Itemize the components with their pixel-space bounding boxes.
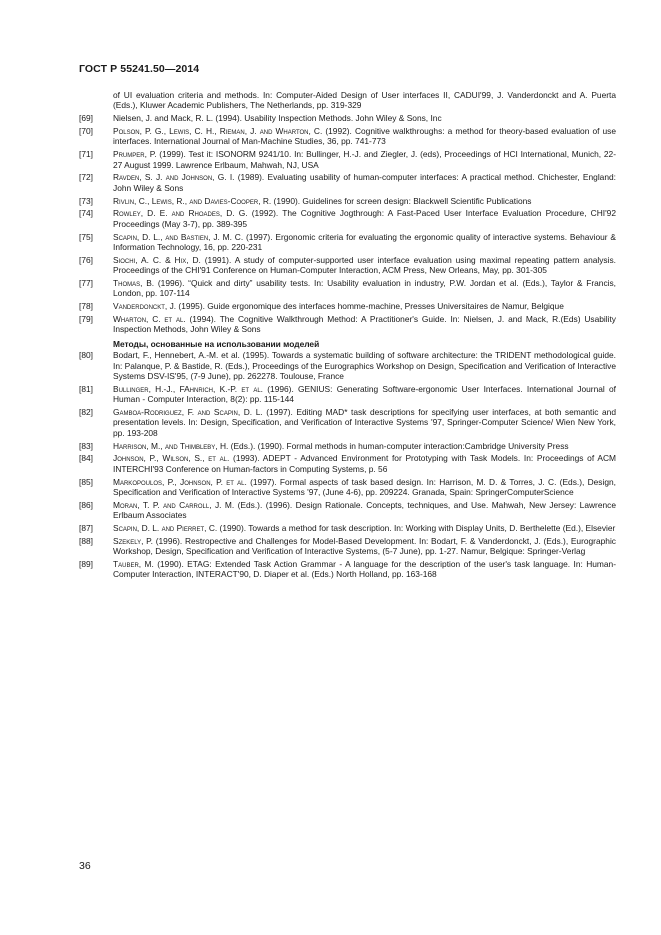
reference-authors: Tauber, M. (113, 559, 154, 570)
reference-body: (1990). Towards a method for task description. In: Working with Display Units, D. Berthelette (Ed.), Elsevier (217, 523, 616, 534)
reference-body: (1997). Ergonomic criteria for evaluating the ergonomic quality of interactive systems. Behaviour & Information Technology, 16, pp. 220-231 (113, 231, 616, 253)
reference-body: (1997). Editing MAD* task descriptions for specifying user interfaces, at both semantic and presentation levels. In: Design, Specification, and Verification of Interactive Systems '97, Springer-Computer Science/ Wien New York, pp. 193-208 (113, 407, 616, 438)
reference-authors: Scapin, D. L., and Bastien, J. M. C. (113, 231, 244, 242)
reference-text (113, 523, 616, 533)
reference-item (79, 500, 616, 521)
reference-item (79, 384, 616, 405)
reference-number: [74] (79, 208, 93, 219)
reference-text (113, 172, 616, 193)
reference-authors: Polson, P. G., Lewis, C. H., Rieman, J. and Wharton, C. (113, 126, 323, 136)
reference-number: [89] (79, 559, 93, 570)
reference-text (113, 255, 616, 276)
reference-body: Nielsen, J. and Mack, R. L. (1994). Usability Inspection Methods. John Wiley & Sons, Inc (113, 113, 442, 124)
reference-item (79, 407, 616, 438)
reference-number: [70] (79, 126, 93, 136)
reference-number: [83] (79, 440, 93, 451)
reference-number: [88] (79, 535, 93, 546)
reference-item (79, 523, 616, 533)
reference-number: [80] (79, 350, 93, 361)
reference-body: (1997). Formal aspects of task based design. In: Harrison, M. D. & Torres, J. C. (Eds.), Design, Specification and Verification of Interactive Systems '97, (June 4-6), pp. 209224. Granada, Spain: SpringerComputerScience (113, 476, 616, 498)
reference-number: [72] (79, 172, 93, 183)
reference-list (79, 90, 616, 582)
reference-authors: Gamboa-Rodriguez, F. and Scapin, D. L. (113, 407, 263, 418)
reference-authors: Scapin, D. L. and Pierret, C. (113, 523, 218, 534)
reference-item (79, 149, 616, 170)
reference-body: (1994). The Cognitive Walkthrough Method: A Practitioner's Guide. In: Nielsen, J. and Mack, R.(Eds) Usability Inspection Methods, John Wiley & Sons (113, 314, 616, 335)
reference-item (79, 172, 616, 193)
reference-number: [81] (79, 383, 93, 394)
reference-body: (1996). GENIUS: Generating Software-ergonomic User Interfaces. International Journal of Human - Computer Interaction, 8(2): pp. 115-144 (113, 383, 616, 405)
reference-text (113, 232, 616, 253)
reference-item (79, 113, 616, 123)
reference-item (79, 559, 616, 580)
reference-text (113, 384, 616, 405)
reference-authors: Markopoulos, P., Johnson, P. et al. (113, 476, 247, 487)
section-heading: Методы, основанные на использовании моделей (113, 338, 320, 349)
reference-body: (Eds.). (1996). Design Rationale. Concepts, techniques, and Use. Mahwah, New Jersey: Lawrence Erlbaum Associates (113, 499, 616, 521)
reference-item (79, 126, 616, 147)
reference-body: (1990). Guidelines for screen design: Blackwell Scientific Publications (271, 195, 532, 206)
reference-authors: Prumper, P. (113, 149, 157, 160)
reference-body: (1993). ADEPT - Advanced Environment for Prototyping with Task Models. In: Proceedings of ACM INTERCHI'93 Conference on Human-factors in Computing Systems, p. 56 (113, 453, 617, 474)
reference-text (113, 196, 616, 206)
reference-authors: Vanderdonckt, J. (113, 301, 177, 312)
reference-text (113, 441, 616, 451)
reference-item (79, 196, 616, 206)
reference-body: (1995). Guide ergonomique des interfaces homme-machine, Presses Universitaires de Namur, Belgique (176, 301, 564, 312)
reference-body: (1989). Evaluating usability of human-computer interfaces: A practical method. Chichester, England: John Wiley & Sons (113, 172, 616, 193)
reference-authors: Siochi, A. C. & Hix, D. (113, 254, 201, 265)
reference-authors: Wharton, C. et al. (113, 314, 186, 325)
reference-authors: Szekely, P. (113, 535, 154, 546)
reference-number: [82] (79, 407, 93, 418)
reference-number: [76] (79, 254, 93, 265)
reference-item (79, 232, 616, 253)
reference-authors: Bullinger, H.-J., FAhnrich, K.-P. et al. (113, 383, 263, 394)
reference-number: [87] (79, 523, 93, 534)
reference-text (113, 536, 616, 557)
reference-body: (1999). Test it: ISONORM 9241/10. In: Bullinger, H.-J. and Ziegler, J. (eds), Proceedings of HCI International, Munich, 22-27 August 1999. Lawrence Erlbaum, Mahwah, NJ, USA (113, 149, 616, 170)
reference-text (113, 113, 616, 123)
reference-authors: Harrison, M., and Thimbleby, H. (113, 440, 229, 451)
reference-text (113, 126, 616, 147)
reference-body: (1990). ETAG: Extended Task Action Grammar - A language for the description of the user's task language. In: Human-Computer Interaction, INTERACT'90, D. Diaper et al. (Eds.) North Holland, pp. 163-168 (113, 559, 616, 580)
reference-authors: Moran, T. P. and Carroll, J. M. (113, 499, 235, 510)
page-number: 36 (79, 860, 91, 872)
reference-number: [75] (79, 231, 93, 242)
reference-number: [73] (79, 195, 93, 206)
reference-item (79, 314, 616, 335)
reference-item (79, 536, 616, 557)
reference-authors: Johnson, P., Wilson, S., et al. (113, 453, 230, 464)
reference-body: (1992). The Cognitive Jogthrough: A Fast-Paced User Interface Evaluation Procedure, CHI'92 Proceedings (May 3-7), pp. 389-395 (113, 208, 616, 229)
reference-item (79, 255, 616, 276)
reference-body: (Eds.). (1990). Formal methods in human-computer interaction:Cambridge University Press (228, 440, 569, 451)
reference-number: [79] (79, 314, 93, 325)
document-header: ГОСТ Р 55241.50—2014 (79, 63, 200, 75)
reference-item (79, 301, 616, 311)
reference-text (113, 301, 616, 311)
reference-authors: Thomas, B. (113, 278, 155, 289)
reference-text (113, 208, 616, 229)
reference-number: [78] (79, 301, 93, 312)
reference-item (79, 278, 616, 299)
reference-authors: Rowley, D. E. and Rhoades, D. G. (113, 208, 248, 219)
reference-number: [86] (79, 499, 93, 510)
reference-number: [71] (79, 149, 93, 160)
reference-text (113, 407, 616, 438)
reference-authors: Rivlin, C., Lewis, R., and Davies-Cooper, R. (113, 195, 272, 206)
reference-continuation: of UI evaluation criteria and methods. In: Computer-Aided Design of User interfaces II, CADUI'99, J. Vanderdonckt and A. Puerta (Eds.), Kluwer Academic Publishers, The Netherlands, pp. 319-329 (113, 90, 616, 111)
reference-text (113, 453, 616, 474)
reference-text (113, 149, 616, 170)
reference-text (113, 278, 616, 299)
reference-text (113, 500, 616, 521)
reference-number: [77] (79, 278, 93, 289)
reference-body: (1996). Restropective and Challenges for Model-Based Development. In: Bodart, F. & Vanderdonckt, J. (Eds.), Eurographic Workshop, Design, Specification and Verification of Interactive Systems, (5-7 June), pp. 1-27. Namur, Belgique: Springer-Verlag (113, 535, 616, 557)
reference-number: [84] (79, 453, 93, 464)
reference-group-b (79, 350, 616, 580)
reference-item (79, 453, 616, 474)
reference-text (113, 350, 616, 381)
reference-body: (1991). A study of computer-supported user interface evaluation using maximal repeating pattern analysis. Proceedings of the CHI'91 Conference on Human-Computer Interaction, ACM Press, New Orleans, May, pp. 301-305 (113, 254, 616, 276)
reference-item (79, 350, 616, 381)
reference-authors: Ravden, S. J. and Johnson, G. I. (113, 172, 235, 183)
reference-body: Bodart, F., Hennebert, A.-M. et al. (1995). Towards a systematic building of software architecture: the TRIDENT methodological guide. In: Palanque, P. & Bastide, R. (Eds.), Proceedings of the Eurographics Workshop on Design, Specification and Verification of Interactive Systems DSV-IS'95, (7-9 June), pp. 262278. Toulouse, France (113, 350, 616, 382)
reference-number: [69] (79, 113, 93, 124)
reference-body: (1996). “Quick and dirty” usability tests. In: Usability evaluation in industry, P.W. Jordan et al. (Eds.), Taylor & Francis, London, pp. 107-114 (113, 278, 617, 299)
reference-item (79, 477, 616, 498)
reference-item (79, 441, 616, 451)
reference-group-a (79, 113, 616, 335)
reference-text (113, 477, 616, 498)
reference-text (113, 314, 616, 335)
reference-item (79, 208, 616, 229)
reference-body: (1992). Cognitive walkthroughs: a method for theory-based evaluation of use interfaces. International Journal of Man-Machine Studies, 36, pp. 741-773 (113, 126, 616, 147)
reference-text (113, 559, 616, 580)
reference-number: [85] (79, 476, 93, 487)
